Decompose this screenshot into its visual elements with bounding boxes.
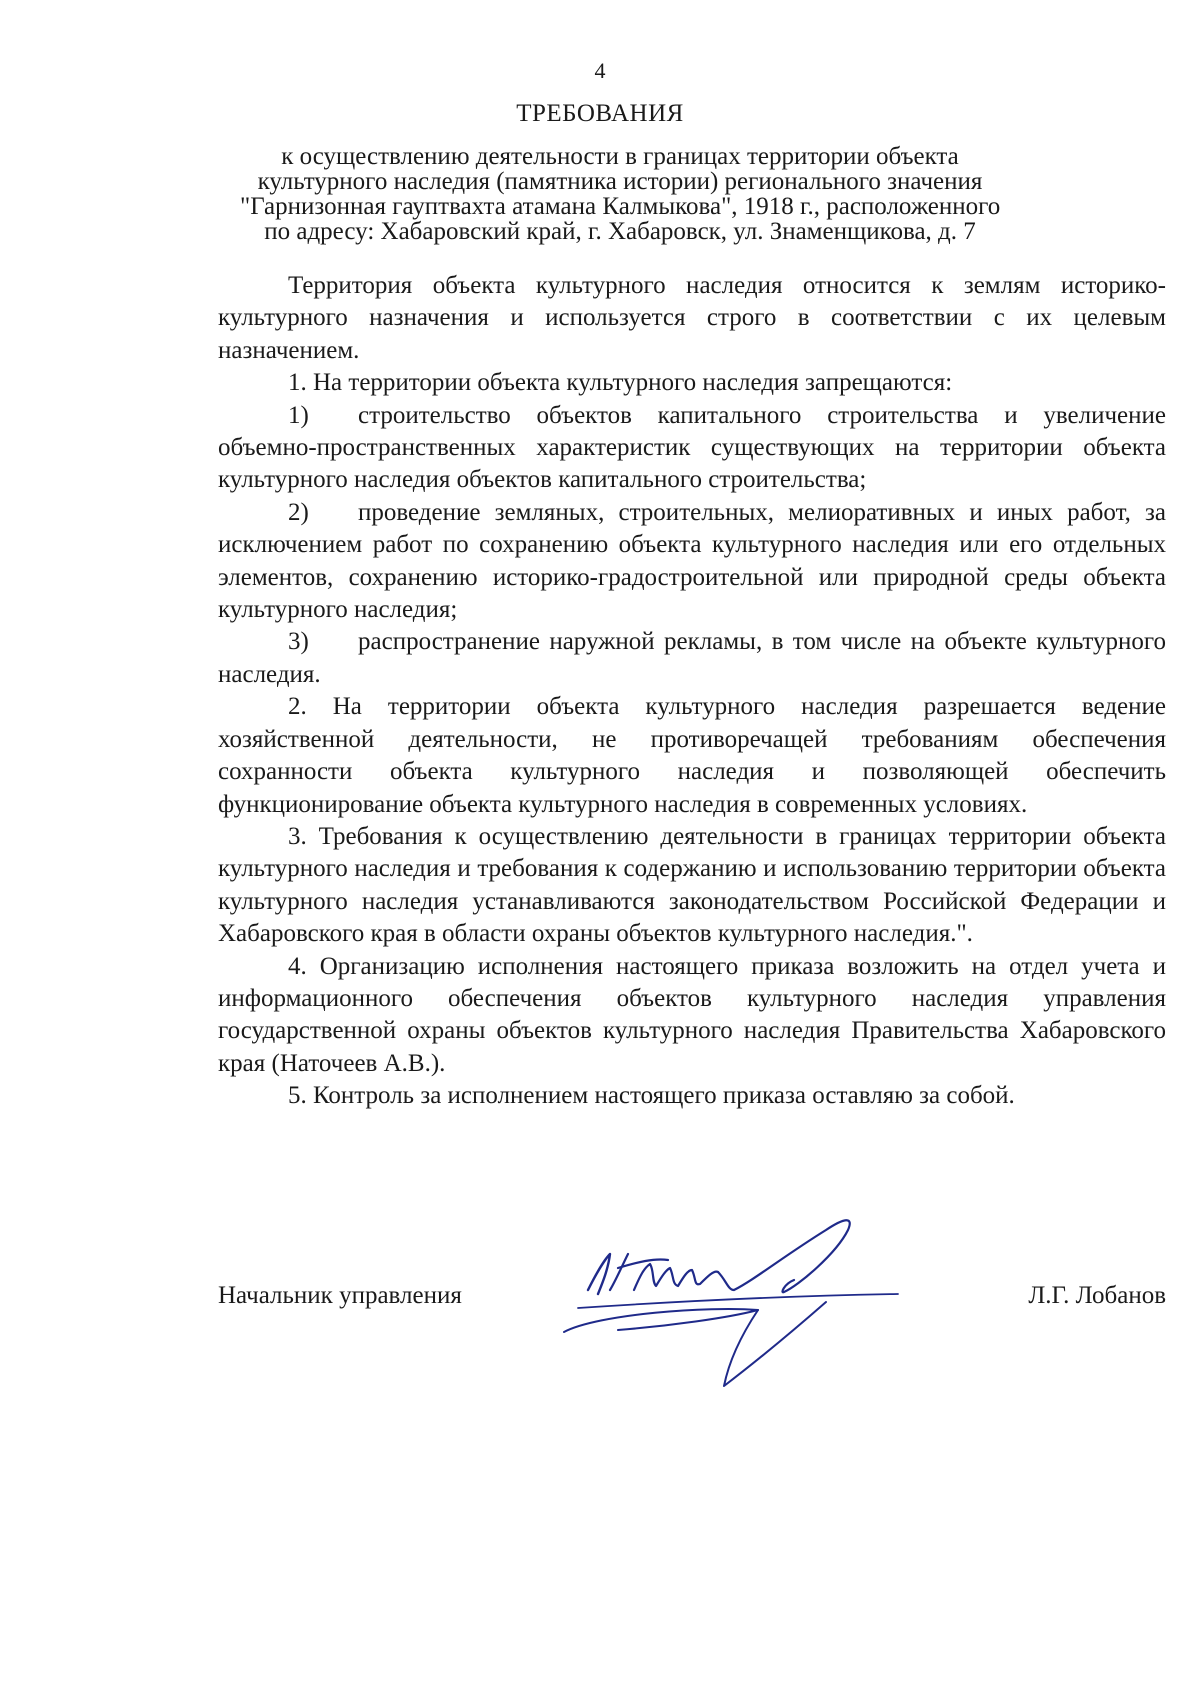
handwritten-signature [558,1210,958,1390]
list-item-text: строительство объектов капитального строительства и увеличение объемно-пространственных характеристик существующих на территории объекта культурного наследия объектов капитального строительства; [218,401,1166,494]
signature-block [218,1270,1166,1420]
document-subtitle [240,144,1000,244]
page-number: 4 [594,58,606,83]
subtitle-line: культурного наследия (памятника истории) регионального значения [257,168,983,195]
list-item-text: распространение наружной рекламы, в том числе на объекте культурного наследия. [218,628,1166,688]
paragraph-4: 4. Организацию исполнения настоящего приказа возложить на отдел учета и информационного обеспечения объектов культурного наследия управления государственной охраны объектов культурного наследия Правительства Хабаровского края (Наточеев А.В.). [218,952,1166,1077]
list-item-text: проведение земляных, строительных, мелиоративных и иных работ, за исключением работ по сохранению объекта культурного наследия или его отдельных элементов, сохранению историко-градостроительной или природной среды объекта культурного наследия; [218,498,1166,624]
signatory-name: Л.Г. Лобанов [1028,1282,1166,1309]
subtitle-line: по адресу: Хабаровский край, г. Хабаровск, ул. Знаменщикова, д. 7 [264,218,976,245]
paragraph-3: 3. Требования к осуществлению деятельности в границах территории объекта культурного наследия и требования к содержанию и использованию территории объекта культурного наследия устанавливаются законодательством Российской Федерации и Хабаровского края в области охраны объектов культурного наследия.". [218,822,1166,948]
subtitle-line: к осуществлению деятельности в границах территории объекта [281,143,959,170]
paragraph-1: 1. На территории объекта культурного наследия запрещаются: [288,369,953,397]
list-item [218,497,1166,627]
list-item-number: 3) [288,628,309,656]
document-title: ТРЕБОВАНИЯ [516,100,684,127]
paragraph-5: 5. Контроль за исполнением настоящего приказа оставляю за собой. [288,1082,1015,1110]
signatory-position: Начальник управления [218,1282,462,1309]
list-item [218,400,1166,497]
list-item [218,626,1166,691]
subtitle-line: "Гарнизонная гауптвахта атамана Калмыкова", 1918 г., расположенного [240,193,1001,220]
document-body [218,270,1166,1113]
intro-paragraph: Территория объекта культурного наследия относится к землям историко-культурного назначения и используется строго в соответствии с их целевым назначением. [218,272,1166,364]
list-item-number: 2) [288,498,309,526]
paragraph-2: 2. На территории объекта культурного наследия разрешается ведение хозяйственной деятельности, не противоречащей требованиям обеспечения сохранности объекта культурного наследия и позволяющей обеспечить функционирование объекта культурного наследия в современных условиях. [218,693,1166,818]
list-item-number: 1) [288,401,309,429]
